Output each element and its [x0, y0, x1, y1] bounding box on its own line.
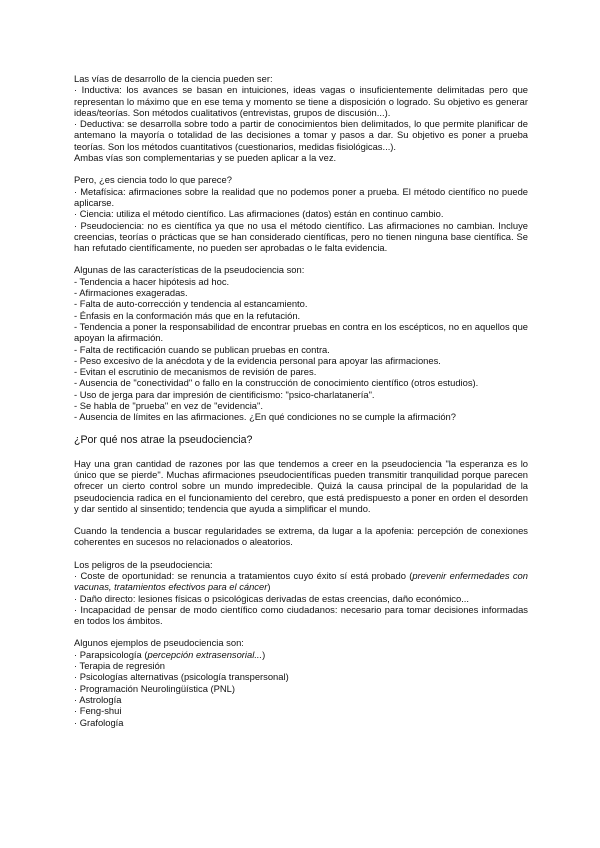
characteristic-item: - Se habla de "prueba" en vez de "evidencia". — [74, 400, 263, 412]
intro-item-inductive: · Inductiva: los avances se basan en intuiciones, ideas vagas o insuficientemente delimitadas pero que representan lo máximo que en ese tema y momento se tiene a disposición o logrado. Su objetivo es generar ideas/teorías. Son métodos cualitativos (entrevistas, grupos de discusión...). — [74, 84, 528, 118]
apophenia-paragraph: Cuando la tendencia a buscar regularidades se extrema, da lugar a la apofenia: percepción de conexiones coherentes en sucesos no relacionados o aleatorios. — [74, 525, 528, 548]
characteristic-item: - Afirmaciones exageradas. — [74, 287, 188, 299]
characteristic-item: - Falta de rectificación cuando se publican pruebas en contra. — [74, 343, 330, 355]
intro-heading: Las vías de desarrollo de la ciencia pueden ser: — [74, 73, 273, 84]
characteristic-item: - Ausencia de "conectividad" o fallo en la construcción de conocimiento científico (otros estudios). — [74, 377, 479, 389]
characteristic-item: - Énfasis en la conformación más que en la refutación. — [74, 309, 301, 321]
types-item-pseudoscience: · Pseudociencia: no es científica ya que no usa el método científico. Las afirmaciones no cambian. Incluye creencias, teorías o prácticas que se han considerado científicas, pero no tienen ninguna base científica. Se han refutado científicamente, no pueden ser aprobadas o le falta evidencia. — [74, 219, 528, 254]
example-item: · Grafología — [74, 716, 124, 728]
characteristic-item: - Ausencia de límites en las afirmaciones. ¿En qué condiciones no se cumple la afirmación? — [74, 411, 456, 423]
characteristic-item: - Evitan el escrutinio de mecanismos de revisión de pares. — [74, 366, 317, 378]
example-item-detail: percepción extrasensorial... — [147, 648, 263, 660]
danger-item-opportunity-cost — [74, 570, 528, 593]
attraction-heading: ¿Por qué nos atrae la pseudociencia? — [74, 433, 253, 446]
intro-closing: Ambas vías son complementarias y se pueden aplicar a la vez. — [74, 152, 337, 164]
example-item: · Terapia de regresión — [74, 660, 166, 672]
example-item: · Programación Neurolingüística (PNL) — [74, 682, 236, 694]
danger-item-text: · Coste de oportunidad: se renuncia a tratamientos cuyo éxito sí está probado ( — [74, 569, 413, 581]
example-item — [74, 649, 528, 660]
danger-item-close: ) — [267, 581, 271, 593]
characteristic-item: - Peso excesivo de la anécdota y de la evidencia personal para apoyar las afirmaciones. — [74, 354, 441, 366]
danger-item-direct-harm: · Daño directo: lesiones físicas o psicológicas derivadas de estas creencias, daño económico... — [74, 592, 469, 604]
danger-item-examples: prevenir enfermedades con vacunas, tratamientos efectivos para el cáncer — [74, 569, 528, 593]
example-item: · Feng-shui — [74, 705, 122, 717]
characteristic-item: - Tendencia a hacer hipótesis ad hoc. — [74, 275, 230, 287]
types-item-metaphysics: · Metafísica: afirmaciones sobre la realidad que no podemos poner a prueba. El método científico no puede aplicarse. — [74, 185, 528, 208]
example-item-close: ) — [262, 648, 266, 660]
example-item-text: · Parapsicología ( — [74, 648, 148, 660]
types-item-science: · Ciencia: utiliza el método científico. Las afirmaciones (datos) están en continuo cambio. — [74, 208, 444, 220]
intro-item-deductive: · Deductiva: se desarrolla sobre todo a partir de conocimientos bien delimitados, lo que permite planificar de antemano la mayoría o totalidad de las decisiones a tomar y pasos a dar. Su objetivo es poner a prueba teorías. Son los métodos cuantitativos (cuestionarios, medidas fisiológicas...). — [74, 118, 528, 152]
examples-heading: Algunos ejemplos de pseudociencia son: — [74, 637, 244, 649]
characteristic-item: - Tendencia a poner la responsabilidad de encontrar pruebas en contra en los escépticos, no en aquellos que apoyan la afirmación. — [74, 320, 528, 344]
dangers-heading: Los peligros de la pseudociencia: — [74, 558, 213, 570]
characteristic-item: - Falta de auto-corrección y tendencia al estancamiento. — [74, 298, 308, 310]
characteristic-item: - Uso de jerga para dar impresión de cientificismo: "psico-charlatanería". — [74, 388, 375, 400]
characteristics-heading: Algunas de las características de la pseudociencia son: — [74, 264, 305, 276]
example-item: · Astrología — [74, 693, 122, 705]
attraction-paragraph: Hay una gran cantidad de razones por las que tendemos a creer en la pseudociencia "la esperanza es lo único que se pierde". Muchas afirmaciones pseudocientíficas pueden transmitir tranquilidad porque parecen ofrecer un cierto control sobre un mundo impredecible. Quizá la causa principal de la popularidad de la pseudociencia radica en el funcionamiento del cerebro, que está predispuesto a poner en orden el desorden y dar sentido al sinsentido; tendencia que ayuda a simplificar el mundo. — [74, 457, 528, 514]
danger-item-scientific-thinking: · Incapacidad de pensar de modo científico como ciudadanos: necesario para tomar decisiones informadas en todos los ámbitos. — [74, 603, 528, 627]
types-heading: Pero, ¿es ciencia todo lo que parece? — [74, 174, 232, 186]
example-item: · Psicologías alternativas (psicología transpersonal) — [74, 671, 289, 683]
